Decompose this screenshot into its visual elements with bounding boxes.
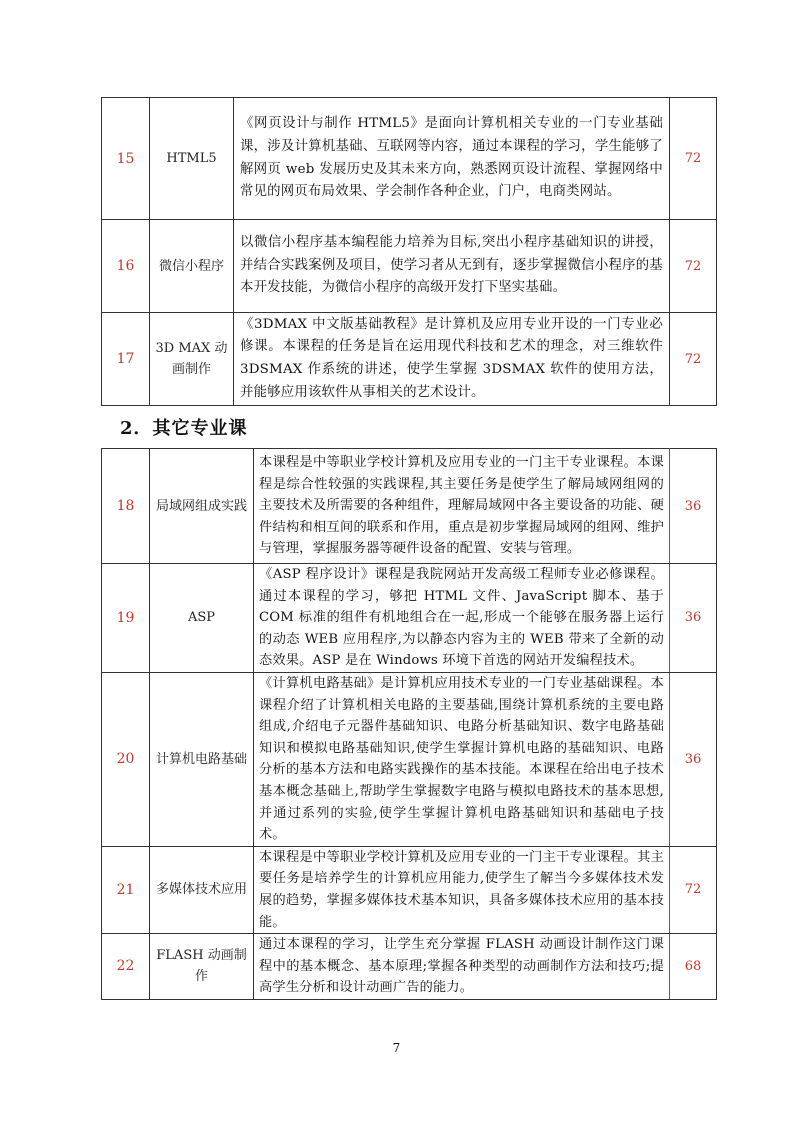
course-name: 微信小程序 (150, 220, 234, 313)
course-number: 15 (102, 98, 150, 220)
course-name: 计算机电路基础 (150, 672, 254, 846)
course-name: FLASH 动画制作 (150, 934, 254, 1000)
course-description: 通过本课程的学习，让学生充分掌握 FLASH 动画设计制作这门课程中的基本概念、基本原理;掌握各种类型的动画制作方法和技巧;提高学生分析和设计动画广告的能力。 (254, 934, 670, 1000)
course-description: 《网页设计与制作 HTML5》是面向计算机相关专业的一门专业基础课，涉及计算机基础、互联网等内容，通过本课程的学习，学生能够了解网页 web 发展历史及其未来方向，熟悉网页设计流程、掌握网络中常见的网页布局效果、学会制作各种企业，门户，电商类网站。 (234, 98, 670, 220)
table-row (102, 449, 717, 564)
course-hours: 72 (670, 220, 717, 313)
course-name: 多媒体技术应用 (150, 846, 254, 933)
table-row (102, 98, 717, 220)
course-table-core (101, 97, 717, 406)
course-table-other (101, 448, 717, 1000)
course-name: ASP (150, 564, 254, 673)
course-number: 19 (102, 564, 150, 673)
table-row (102, 934, 717, 1000)
table-row (102, 313, 717, 406)
course-hours: 68 (670, 934, 717, 1000)
course-hours: 72 (670, 846, 717, 933)
course-name: 3D MAX 动画制作 (150, 313, 234, 406)
course-hours: 72 (670, 98, 717, 220)
course-description: 《ASP 程序设计》课程是我院网站开发高级工程师专业必修课程。通过本课程的学习，够把 HTML 文件、JavaScript 脚本、基于 COM 标准的组件有机地组合在一起,形成一个能够在服务器上运行的动态 WEB 应用程序,为以静态内容为主的 WEB 带来了全新的动态效果。ASP 是在 Windows 环境下首选的网站开发编程技术。 (254, 564, 670, 673)
section-heading: 2．其它专业课 (120, 418, 248, 439)
course-hours: 36 (670, 672, 717, 846)
course-hours: 36 (670, 449, 717, 564)
course-number: 17 (102, 313, 150, 406)
course-name: HTML5 (150, 98, 234, 220)
course-description: 《3DMAX 中文版基础教程》是计算机及应用专业开设的一门专业必修课。本课程的任务是旨在运用现代科技和艺术的理念，对三维软件 3DSMAX 作系统的讲述，使学生掌握 3DSMAX 软件的使用方法，并能够应用该软件从事相关的艺术设计。 (234, 313, 670, 406)
table-row (102, 220, 717, 313)
course-number: 18 (102, 449, 150, 564)
course-hours: 72 (670, 313, 717, 406)
course-description: 以微信小程序基本编程能力培养为目标,突出小程序基础知识的讲授，并结合实践案例及项目，使学习者从无到有，逐步掌握微信小程序的基本开发技能，为微信小程序的高级开发打下坚实基础。 (234, 220, 670, 313)
course-number: 21 (102, 846, 150, 933)
course-description: 本课程是中等职业学校计算机及应用专业的一门主干专业课程。其主要任务是培养学生的计算机应用能力,使学生了解当今多媒体技术发展的趋势，掌握多媒体技术基本知识，具备多媒体技术应用的基本技能。 (254, 846, 670, 933)
course-description: 《计算机电路基础》是计算机应用技术专业的一门专业基础课程。本课程介绍了计算机相关电路的主要基础,围绕计算机系统的主要电路组成,介绍电子元器件基础知识、电路分析基础知识、数字电路基础知识和模拟电路基础知识,使学生掌握计算机电路的基础知识、电路分析的基本方法和电路实践操作的基本技能。本课程在给出电子技术基本概念基础上,帮助学生掌握数字电路与模拟电路技术的基本思想,并通过系列的实验,使学生掌握计算机电路基础知识和基础电子技术。 (254, 672, 670, 846)
course-name: 局域网组成实践 (150, 449, 254, 564)
table-row (102, 846, 717, 933)
course-hours: 36 (670, 564, 717, 673)
course-number: 16 (102, 220, 150, 313)
table-row (102, 672, 717, 846)
course-number: 22 (102, 934, 150, 1000)
page-number: 7 (392, 1041, 401, 1055)
course-number: 20 (102, 672, 150, 846)
table-row (102, 564, 717, 673)
course-description: 本课程是中等职业学校计算机及应用专业的一门主干专业课程。本课程是综合性较强的实践课程,其主要任务是使学生了解局域网组网的主要技术及所需要的各种组件，理解局域网中各主要设备的功能、硬件结构和相互间的联系和作用，重点是初步掌握局域网的组网、维护与管理，掌握服务器等硬件设备的配置、安装与管理。 (254, 449, 670, 564)
